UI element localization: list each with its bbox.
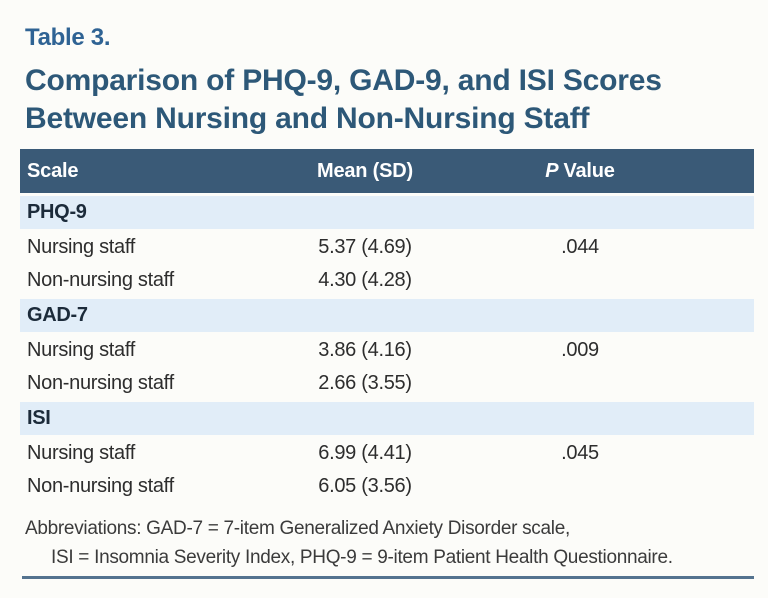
section-header-phq9 [20, 196, 754, 229]
p-value-word: Value [563, 159, 615, 182]
footnote-line-2: ISI = Insomnia Severity Index, PHQ-9 = 9-item Patient Health Questionnaire. [51, 547, 673, 568]
section-label: ISI [27, 407, 51, 429]
p-value-italic-p: P [545, 159, 559, 182]
column-header-scale: Scale [27, 159, 79, 182]
bottom-divider-rule [22, 576, 754, 579]
table-header-row [20, 149, 754, 193]
column-header-p-value [480, 160, 680, 183]
footnote-line-1: Abbreviations: GAD-7 = 7-item Generalized Anxiety Disorder scale, [25, 518, 570, 539]
scale-cell: Non-nursing staff [27, 372, 174, 394]
section-header-isi [20, 402, 754, 435]
p-value-cell: .045 [561, 442, 599, 464]
comparison-table [20, 149, 754, 503]
section-header-gad7 [20, 299, 754, 332]
table-row [20, 470, 754, 503]
mean-sd-cell: 2.66 (3.55) [318, 372, 412, 394]
table-number-label: Table 3. [25, 24, 111, 51]
scale-cell: Nursing staff [27, 236, 136, 258]
table-row [20, 437, 754, 470]
scale-cell: Non-nursing staff [27, 269, 174, 291]
mean-sd-cell: 5.37 (4.69) [318, 236, 412, 258]
table-title-line-2: Between Nursing and Non-Nursing Staff [25, 102, 590, 135]
table-row [20, 264, 754, 297]
mean-sd-cell: 6.99 (4.41) [318, 442, 412, 464]
abbreviations-footnote [25, 514, 673, 572]
scale-cell: Nursing staff [27, 339, 136, 361]
mean-sd-cell: 6.05 (3.56) [318, 475, 412, 497]
section-label: PHQ-9 [27, 201, 87, 223]
table-row [20, 231, 754, 264]
scale-cell: Non-nursing staff [27, 475, 174, 497]
table-row [20, 367, 754, 400]
section-label: GAD-7 [27, 304, 88, 326]
table-title [25, 62, 662, 138]
p-value-cell: .009 [561, 339, 599, 361]
column-header-mean-sd: Mean (SD) [317, 159, 413, 182]
mean-sd-cell: 4.30 (4.28) [318, 269, 412, 291]
scale-cell: Nursing staff [27, 442, 136, 464]
mean-sd-cell: 3.86 (4.16) [318, 339, 412, 361]
table-title-line-1: Comparison of PHQ-9, GAD-9, and ISI Scores [25, 64, 662, 97]
table-row [20, 334, 754, 367]
p-value-cell: .044 [561, 236, 599, 258]
